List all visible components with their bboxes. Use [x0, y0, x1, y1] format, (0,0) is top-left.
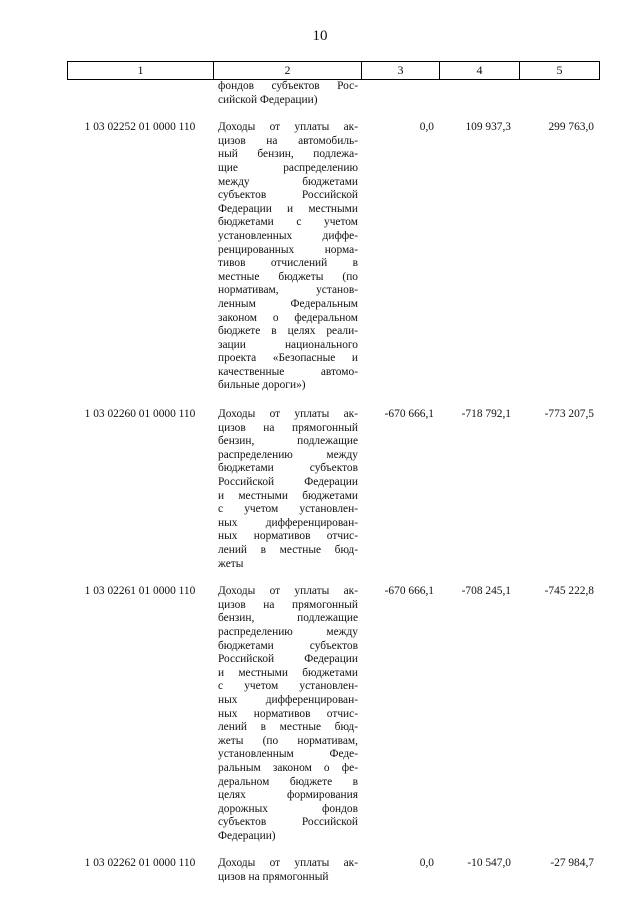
header-col-5: 5	[556, 63, 563, 77]
description-line: Доходы от уплаты ак-	[218, 857, 358, 870]
description-line: Доходы от уплаты ак-	[218, 585, 358, 598]
header-col-1: 1	[68, 62, 214, 79]
description-line: Российской Федерации	[218, 653, 358, 666]
description-line: ных дифференцирован-	[218, 693, 358, 706]
description-line: цизов на прямогонный	[218, 421, 358, 434]
description-line: установленным Феде-	[218, 748, 358, 761]
description-line: цизов на автомобиль-	[218, 134, 358, 147]
amount-v5: -745 222,8	[544, 585, 594, 598]
page-number: 10	[312, 28, 328, 44]
continuation-text	[213, 80, 361, 107]
description-line: Федерации)	[218, 829, 276, 842]
description-line: законом о федеральном	[218, 311, 358, 324]
description-line: ренцированных норма-	[218, 243, 358, 256]
description-line: тивов отчислений в	[218, 257, 358, 270]
budget-code: 1 03 02252 01 0000 110	[84, 121, 196, 134]
description-line: жеты	[218, 557, 244, 570]
description-line: лений в местные бюд-	[218, 544, 358, 556]
amount-v3: 0,0	[419, 857, 434, 870]
description-line: ных нормативов отчис-	[218, 707, 358, 720]
description-line: ральным законом о фе-	[218, 761, 358, 774]
description-line: местные бюджеты (по	[218, 270, 358, 283]
budget-code: 1 03 02262 01 0000 110	[84, 857, 196, 870]
income-description	[213, 585, 361, 843]
description-line: ных дифференцирован-	[218, 516, 358, 529]
description-line: цизов на прямогонный	[218, 871, 329, 884]
amount-v5: -773 207,5	[544, 408, 594, 421]
description-line: с учетом установлен-	[218, 503, 358, 516]
description-line: и местными бюджетами	[218, 666, 358, 679]
amount-v3: 0,0	[419, 121, 434, 134]
table-row	[67, 121, 600, 393]
table-header	[67, 61, 600, 80]
amount-v5: -27 984,7	[550, 857, 594, 870]
description-line: бюджетами с учетом	[218, 216, 358, 229]
description-line: цизов на прямогонный	[218, 598, 358, 611]
description-line: с учетом установлен-	[218, 680, 358, 693]
continuation-row	[67, 80, 600, 107]
description-line: бюджетами субъектов	[218, 639, 358, 652]
header-col-3: 3	[362, 62, 440, 79]
description-line: Федерации и местными	[218, 202, 358, 215]
description-line: бильные дороги»)	[218, 379, 306, 392]
description-line: целях формирования	[218, 789, 358, 802]
description-line: субъектов Российской	[218, 816, 358, 829]
description-line: проекта «Безопасные и	[218, 352, 358, 365]
continuation-line: сийской Федерации)	[218, 93, 318, 106]
table-row	[67, 408, 600, 571]
table-body	[67, 80, 600, 885]
amount-v4: -10 547,0	[467, 857, 511, 870]
description-line: деральном бюджете в	[218, 775, 358, 788]
description-line: распределению между	[218, 448, 358, 461]
description-line: щие распределению	[218, 161, 358, 174]
header-col-4: 4	[440, 62, 520, 79]
description-line: качественные автомо-	[218, 365, 358, 378]
amount-v5: 299 763,0	[548, 121, 594, 134]
description-line: ный бензин, подлежа-	[218, 148, 358, 161]
amount-v4: -708 245,1	[461, 585, 511, 598]
description-line: между бюджетами	[218, 175, 358, 188]
description-line: бензин, подлежащие	[218, 435, 358, 448]
amount-v4: 109 937,3	[465, 121, 511, 134]
description-line: бензин, подлежащие	[218, 612, 358, 625]
description-line: ленным Федеральным	[218, 297, 358, 310]
description-line: жеты (по нормативам,	[218, 734, 358, 747]
table-row	[67, 585, 600, 843]
description-line: распределению между	[218, 625, 358, 638]
description-line: зации национального	[218, 338, 358, 351]
description-line: бюджете в целях реали-	[218, 325, 358, 338]
amount-v3: -670 666,1	[384, 585, 434, 598]
income-description	[213, 857, 361, 884]
description-line: дорожных фондов	[218, 802, 358, 815]
description-line: Доходы от уплаты ак-	[218, 408, 358, 421]
income-description	[213, 121, 361, 393]
amount-v4: -718 792,1	[461, 408, 511, 421]
description-line: нормативам, установ-	[218, 284, 358, 297]
description-line: и местными бюджетами	[218, 489, 358, 502]
description-line: установленных диффе-	[218, 229, 358, 242]
description-line: Доходы от уплаты ак-	[218, 121, 358, 134]
budget-code: 1 03 02261 01 0000 110	[84, 585, 196, 598]
budget-code: 1 03 02260 01 0000 110	[84, 408, 196, 421]
description-line: ных нормативов отчис-	[218, 530, 358, 543]
continuation-line: фондов субъектов Рос-	[218, 80, 358, 92]
amount-v3: -670 666,1	[384, 408, 434, 421]
description-line: субъектов Российской	[218, 189, 358, 202]
income-description	[213, 408, 361, 571]
description-line: лений в местные бюд-	[218, 721, 358, 734]
description-line: Российской Федерации	[218, 476, 358, 489]
table-row	[67, 857, 600, 884]
header-col-2: 2	[214, 62, 362, 79]
description-line: бюджетами субъектов	[218, 462, 358, 475]
